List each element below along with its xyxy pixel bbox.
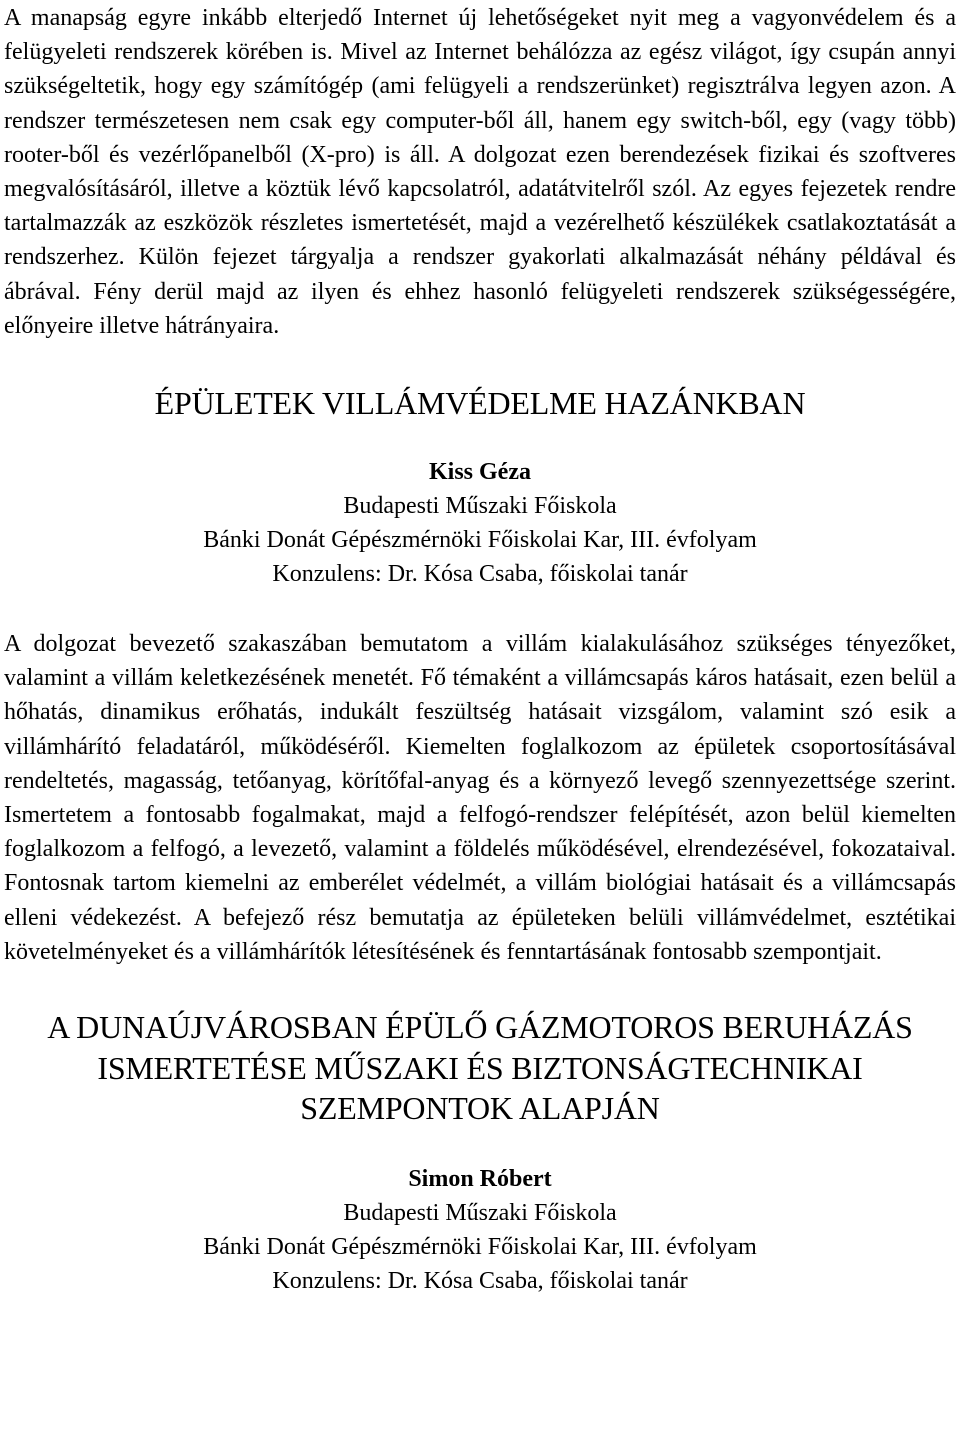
institution: Budapesti Műszaki Főiskola [343, 493, 617, 520]
consultant: Konzulens: Dr. Kósa Csaba, főiskolai tanár [272, 1267, 688, 1294]
faculty: Bánki Donát Gépészmérnöki Főiskolai Kar, III. évfolyam [203, 527, 757, 554]
title-line: ISMERTETÉSE MŰSZAKI ÉS BIZTONSÁGTECHNIKAI [97, 1049, 863, 1086]
section-title-lightning-protection: ÉPÜLETEK VILLÁMVÉDELME HAZÁNKBAN [154, 385, 806, 422]
faculty: Bánki Donát Gépészmérnöki Főiskolai Kar, III. évfolyam [203, 1233, 757, 1260]
abstract-paragraph: A dolgozat bevezető szakaszában bemutatom a villám kialakulásához szükséges tényezőket, valamint a villám keletkezésének menetét. Fő témaként a villámcsapás káros hatásait, ezen belül a hőhatás, dinamikus erőhatás, indukált feszültség hatásait vizsgálom, valamint szó esik a villámhárító feladatáról, működéséről. Kiemelten foglalkozom az épületek csoportosításával rendeltetés, magasság, tetőanyag, körítőfal-anyag és a környező levegő szennyezettsége szerint. Ismertetem a fontosabb fogalmakat, majd a felfogó-rendszer felépítését, azon belül kiemelten foglalkozom a felfogó, a levezető, valamint a földelés működésével, elrendezésével, fokozataival. Fontosnak tartom kiemelni az emberélet védelmét, a villám biológiai hatásait és a villámcsapás elleni védekezést. A befejező rész bemutatja az épületeken belüli villámvédelmet, esztétikai követelményeket és a villámhárítók létesítésének és fenntartásának fontosabb szempontjait. [4, 631, 956, 965]
title-line: A DUNAÚJVÁROSBAN ÉPÜLŐ GÁZMOTOROS BERUHÁZÁS [47, 1009, 913, 1046]
author-name: Kiss Géza [429, 459, 531, 486]
author-block [4, 455, 956, 591]
section-title-gas-engine-investment [4, 1007, 956, 1129]
author-name: Simon Róbert [408, 1165, 552, 1192]
institution: Budapesti Műszaki Főiskola [343, 1199, 617, 1226]
title-line: SZEMPONTOK ALAPJÁN [300, 1090, 660, 1127]
intro-paragraph: A manapság egyre inkább elterjedő Internet új lehetőségeket nyit meg a vagyonvédelem és a felügyeleti rendszerek körében is. Mivel az Internet behálózza az egész világot, így csupán annyi szükségeltetik, hogy egy számítógép (ami felügyeli a rendszerünket) regisztrálva legyen azon. A rendszer természetesen nem csak egy computer-ből áll, hanem egy switch-ből, egy (vagy több) rooter-ből és vezérlőpanelből (X-pro) is áll. A dolgozat ezen berendezések fizikai és szoftveres megvalósításáról, illetve a köztük lévő kapcsolatról, adatátvitelről szól. Az egyes fejezetek rendre tartalmazzák az eszközök részletes ismertetését, majd a vezérelhető készülékek csatlakoztatását a rendszerhez. Külön fejezet tárgyalja a rendszer gyakorlati alkalmazását néhány példával és ábrával. Fény derül majd az ilyen és ehhez hasonló felügyeleti rendszerek szükségességére, előnyeire illetve hátrányaira. [4, 5, 956, 339]
author-block [4, 1162, 956, 1298]
consultant: Konzulens: Dr. Kósa Csaba, főiskolai tanár [272, 561, 688, 588]
